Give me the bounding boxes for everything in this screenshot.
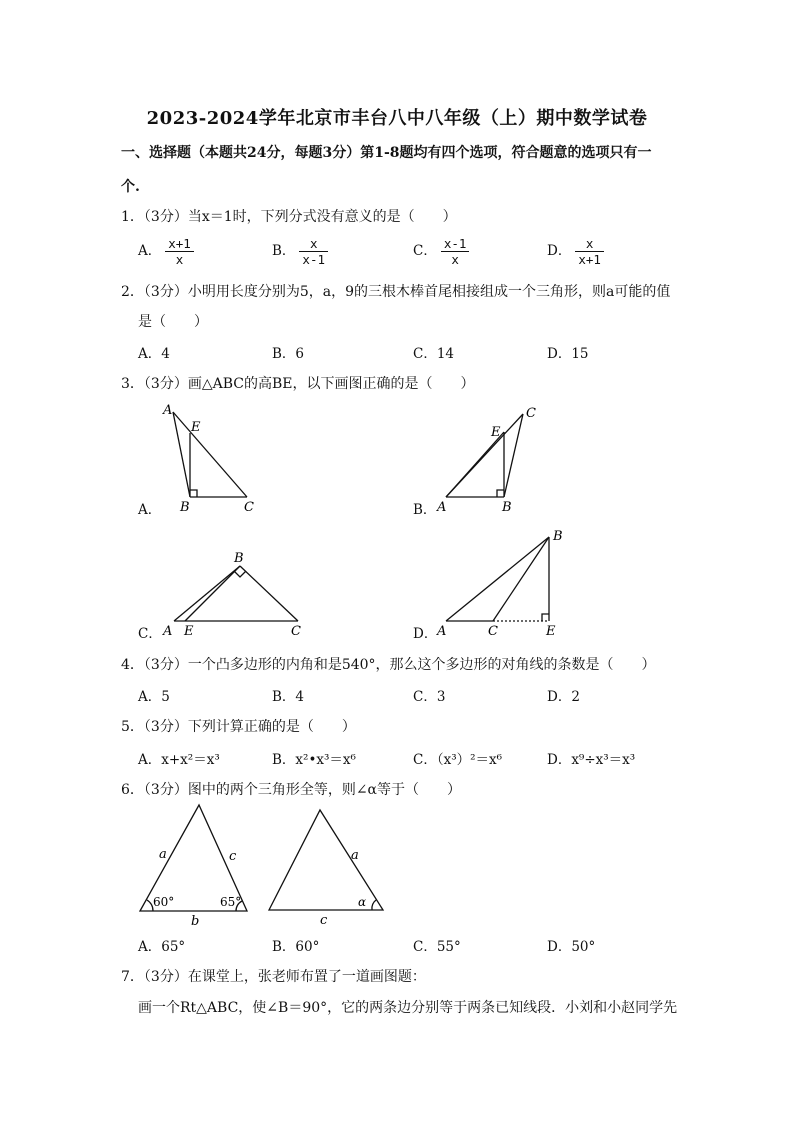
section-heading-cont: 个. bbox=[121, 179, 140, 195]
fig-a-label-a: A bbox=[163, 403, 173, 418]
q1-option-c: C． $\frac{x-1}{x}$ bbox=[413, 236, 469, 267]
question-4-stem: 4．（3分）一个凸多边形的内角和是540°，那么这个多边形的对角线的条数是（ ） bbox=[121, 657, 656, 673]
q3-option-a-label: A． bbox=[138, 502, 162, 518]
q6-option-c: C．55° bbox=[413, 939, 461, 955]
fig1-angle-65: 65° bbox=[220, 895, 242, 909]
fig-b-label-b: B bbox=[502, 500, 512, 515]
q3-figure-c bbox=[160, 548, 310, 640]
q2-option-d: D．15 bbox=[547, 346, 589, 362]
q5-option-c: C．（x³）²＝x⁶ bbox=[413, 752, 503, 768]
q1-option-b: B． $\frac{x}{x-1}$ bbox=[272, 236, 328, 267]
q1-option-a: A． $\frac{x+1}{x}$ bbox=[138, 236, 194, 267]
fig1-side-c: c bbox=[229, 849, 237, 864]
fig-d-label-e: E bbox=[546, 624, 556, 639]
fig-b-label-e: E bbox=[491, 425, 501, 440]
fig2-side-a: a bbox=[351, 848, 359, 863]
question-7-stem: 7．（3分）在课堂上，张老师布置了一道画图题： bbox=[121, 969, 426, 985]
q3-option-c-label: C． bbox=[138, 626, 162, 642]
fig-d-label-b: B bbox=[553, 529, 563, 544]
fig-a-label-e: E bbox=[191, 420, 201, 435]
q5-option-b: B．x²•x³＝x⁶ bbox=[272, 752, 356, 768]
q2-option-a: A．4 bbox=[138, 346, 170, 362]
page-title: 2023-2024学年北京市丰台八中八年级（上）期中数学试卷 bbox=[146, 108, 648, 129]
fig-c-label-c: C bbox=[291, 624, 301, 639]
fig1-side-b: b bbox=[191, 914, 200, 929]
q3-figure-a bbox=[160, 400, 270, 516]
question-2-stem: 2．（3分）小明用长度分别为5，a，9的三根木棒首尾相接组成一个三角形，则a可能的值 bbox=[121, 284, 671, 300]
fig-a-label-b: B bbox=[180, 500, 190, 515]
q5-option-a: A．x+x²＝x³ bbox=[138, 752, 220, 768]
fig-b-label-a: A bbox=[437, 500, 447, 515]
q4-option-d: D．2 bbox=[547, 689, 580, 705]
q6-figure-1 bbox=[132, 800, 262, 930]
question-7-stem-cont: 画一个Rt△ABC，使∠B＝90°，它的两条边分别等于两条已知线段．小刘和小赵同学先 bbox=[138, 1000, 678, 1016]
q1-option-d: D． $\frac{x}{x+1}$ bbox=[547, 236, 604, 267]
fig1-side-a: a bbox=[159, 847, 167, 862]
q4-option-b: B．4 bbox=[272, 689, 305, 705]
q3-option-d-label: D． bbox=[413, 626, 438, 642]
fig-d-label-a: A bbox=[437, 624, 447, 639]
fig-c-label-a: A bbox=[163, 624, 173, 639]
fig-c-label-b: B bbox=[234, 551, 244, 566]
q2-option-b: B．6 bbox=[272, 346, 305, 362]
q3-figure-d bbox=[432, 526, 572, 640]
q4-option-a: A．5 bbox=[138, 689, 170, 705]
q6-option-b: B．60° bbox=[272, 939, 320, 955]
fig2-angle-alpha: α bbox=[358, 895, 367, 909]
fig-c-label-e: E bbox=[184, 624, 194, 639]
fig-d-label-c: C bbox=[488, 624, 498, 639]
q3-figure-b bbox=[432, 400, 552, 516]
question-1-stem: 1．（3分）当x＝1时，下列分式没有意义的是（ ） bbox=[121, 209, 457, 225]
question-2-stem-cont: 是（ ） bbox=[138, 314, 208, 330]
q6-option-a: A．65° bbox=[138, 939, 186, 955]
fig-b-label-c: C bbox=[526, 406, 536, 421]
q4-option-c: C．3 bbox=[413, 689, 446, 705]
q5-option-d: D．x⁹÷x³＝x³ bbox=[547, 752, 636, 768]
q6-option-d: D．50° bbox=[547, 939, 596, 955]
question-3-stem: 3．（3分）画△ABC的高BE，以下画图正确的是（ ） bbox=[121, 376, 475, 392]
fig2-side-c: c bbox=[320, 913, 328, 928]
fig-a-label-c: C bbox=[244, 500, 254, 515]
section-heading: 一、选择题（本题共24分，每题3分）第1-8题均有四个选项，符合题意的选项只有一 bbox=[121, 145, 652, 161]
q2-option-c: C．14 bbox=[413, 346, 455, 362]
question-5-stem: 5．（3分）下列计算正确的是（ ） bbox=[121, 719, 356, 735]
q3-option-b-label: B． bbox=[413, 502, 437, 518]
q6-figure-2 bbox=[262, 800, 392, 930]
question-6-stem: 6．（3分）图中的两个三角形全等，则∠α等于（ ） bbox=[121, 782, 461, 798]
fig1-angle-60: 60° bbox=[153, 895, 175, 909]
